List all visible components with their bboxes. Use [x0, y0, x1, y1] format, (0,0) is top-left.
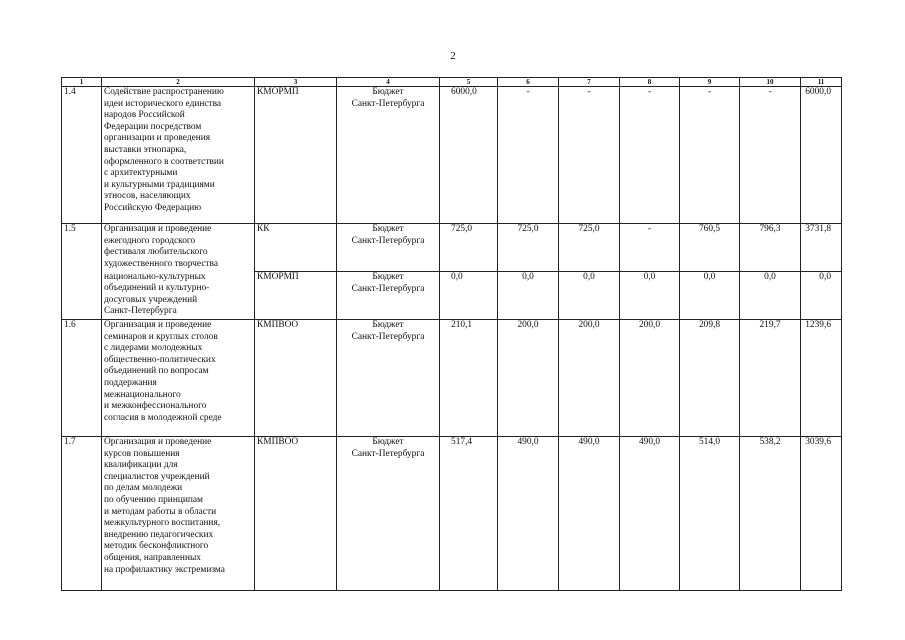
table-row [62, 87, 842, 224]
column-number: 8 [620, 78, 680, 87]
value-cell: 0,0 [559, 272, 620, 320]
value-cell: 0,0 [498, 272, 559, 320]
value-cell: 0,0 [620, 272, 680, 320]
activity-name: Содействие распространению идеи исторического единства народов Российской Федерации посредством организации и проведения выставки этнопарка, оформленного в соответствии с архитектурными и культурными традициями этносов, населяющих Российскую Федерацию [102, 87, 255, 224]
value-cell: - [559, 87, 620, 224]
column-number: 2 [102, 78, 255, 87]
value-cell: 514,0 [680, 437, 740, 591]
funding-source: Бюджет Санкт-Петербурга [337, 272, 440, 320]
total-cell: 0,0 [801, 272, 842, 320]
column-number: 9 [680, 78, 740, 87]
activity-name-continued: национально-культурных объединений и культурно- досуговых учреждений Санкт-Петербурга [102, 272, 255, 320]
total-cell: 3731,8 [801, 224, 842, 272]
column-number-row [62, 78, 842, 87]
value-cell: 760,5 [680, 224, 740, 272]
column-number: 6 [498, 78, 559, 87]
funding-source: Бюджет Санкт-Петербурга [337, 437, 440, 591]
value-cell: 200,0 [620, 320, 680, 437]
activity-name: Организация и проведение ежегодного городского фестиваля любительского художественного творчества [102, 224, 255, 272]
value-cell: 0,0 [440, 272, 498, 320]
row-number: 1.7 [62, 437, 102, 591]
value-cell: - [740, 87, 801, 224]
value-cell: 725,0 [559, 224, 620, 272]
executor: КК [255, 224, 337, 272]
column-number: 4 [337, 78, 440, 87]
funding-source: Бюджет Санкт-Петербурга [337, 87, 440, 224]
program-table [61, 77, 842, 591]
value-cell: 725,0 [498, 224, 559, 272]
value-cell: 200,0 [498, 320, 559, 437]
table-row [62, 320, 842, 437]
funding-source: Бюджет Санкт-Петербурга [337, 224, 440, 272]
funding-source: Бюджет Санкт-Петербурга [337, 320, 440, 437]
table-row [62, 437, 842, 591]
value-cell: 209,8 [680, 320, 740, 437]
executor: КМОРМП [255, 87, 337, 224]
value-cell: 219,7 [740, 320, 801, 437]
row-number: 1.6 [62, 320, 102, 437]
value-cell: - [620, 224, 680, 272]
column-number: 1 [62, 78, 102, 87]
table-row [62, 224, 842, 272]
column-number: 10 [740, 78, 801, 87]
value-cell: 490,0 [498, 437, 559, 591]
value-cell: 210,1 [440, 320, 498, 437]
value-cell: 796,3 [740, 224, 801, 272]
value-cell: 6000,0 [440, 87, 498, 224]
column-number: 3 [255, 78, 337, 87]
total-cell: 3039,6 [801, 437, 842, 591]
column-number: 7 [559, 78, 620, 87]
value-cell: 0,0 [740, 272, 801, 320]
value-cell: 200,0 [559, 320, 620, 437]
table-row [62, 272, 842, 320]
row-number: 1.4 [62, 87, 102, 224]
column-number: 5 [440, 78, 498, 87]
value-cell: - [498, 87, 559, 224]
value-cell: 490,0 [620, 437, 680, 591]
value-cell: 0,0 [680, 272, 740, 320]
value-cell: - [680, 87, 740, 224]
executor: КМПВОО [255, 320, 337, 437]
page-number: 2 [450, 50, 456, 62]
value-cell: - [620, 87, 680, 224]
value-cell: 725,0 [440, 224, 498, 272]
activity-name: Организация и проведение курсов повышения квалификации для специалистов учреждений по делам молодежи по обучению принципам и методам работы в области межкультурного воспитания, внедрению педагогических методик бесконфликтного общения, направленных на профилактику экстремизма [102, 437, 255, 591]
value-cell: 517,4 [440, 437, 498, 591]
value-cell: 490,0 [559, 437, 620, 591]
value-cell: 538,2 [740, 437, 801, 591]
activity-name: Организация и проведение семинаров и круглых столов с лидерами молодежных общественно-политических объединений по вопросам поддержания межнационального и межконфессионального согласия в молодежной среде [102, 320, 255, 437]
total-cell: 6000,0 [801, 87, 842, 224]
executor: КМПВОО [255, 437, 337, 591]
column-number: 11 [801, 78, 842, 87]
executor: КМОРМП [255, 272, 337, 320]
total-cell: 1239,6 [801, 320, 842, 437]
row-number: 1.5 [62, 224, 102, 320]
